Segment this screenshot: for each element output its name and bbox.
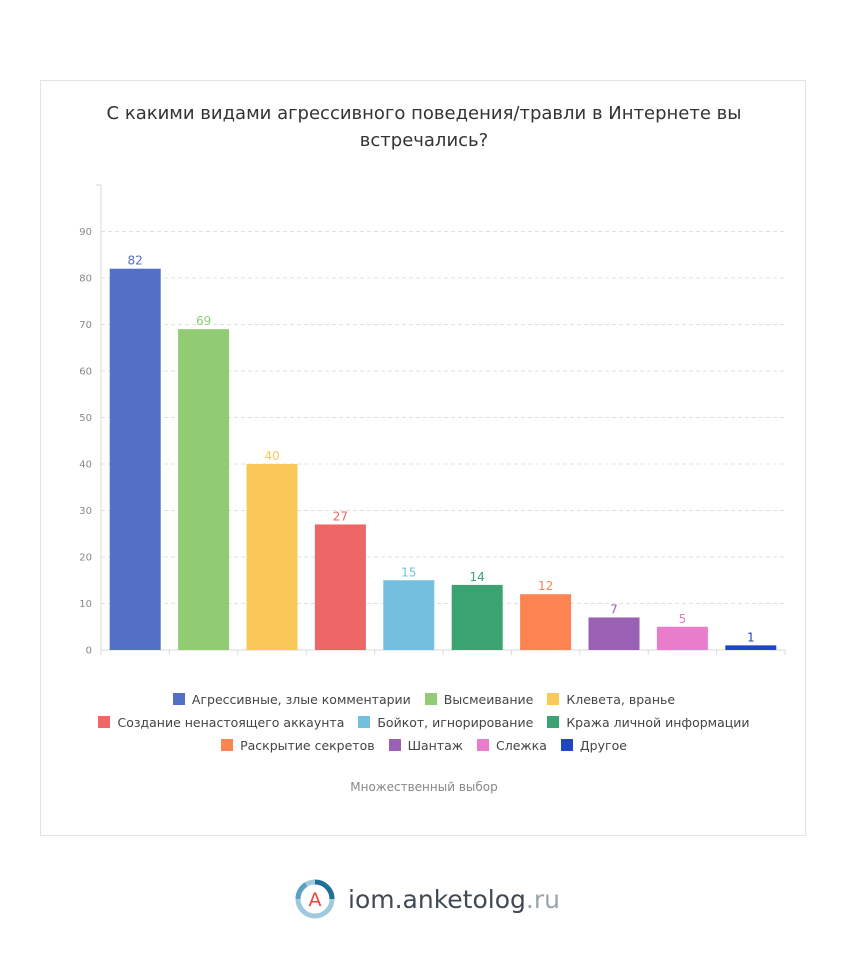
legend-label: Агрессивные, злые комментарии — [191, 691, 411, 707]
legend-item[interactable] — [561, 738, 627, 753]
legend-label: Клевета, вранье — [566, 691, 676, 707]
legend-swatch — [547, 716, 559, 728]
legend-row — [173, 690, 675, 708]
legend-swatch — [477, 739, 489, 751]
chart-note: Множественный выбор — [350, 780, 498, 794]
y-tick-label: 0 — [85, 645, 92, 657]
bar-value-label: 14 — [469, 569, 485, 584]
bar-value-label: 69 — [195, 314, 212, 329]
legend-swatch — [221, 739, 233, 751]
bar-value-label: 12 — [537, 579, 554, 594]
legend-label: Бойкот, игнорирование — [377, 714, 534, 730]
bar — [110, 269, 161, 650]
y-tick-label: 40 — [79, 459, 92, 471]
legend-label: Слежка — [496, 737, 547, 753]
legend-item[interactable] — [358, 715, 533, 730]
legend-swatch — [561, 739, 573, 751]
legend-item[interactable] — [389, 738, 463, 753]
y-tick-label: 80 — [79, 273, 92, 285]
bar — [725, 645, 776, 650]
brand-domain: iom.anketolog — [348, 884, 526, 914]
legend-swatch — [547, 693, 559, 705]
y-tick-label: 50 — [79, 413, 92, 424]
brand-name — [348, 885, 560, 914]
bar — [178, 329, 229, 650]
legend-item[interactable] — [173, 692, 411, 707]
legend-label: Кража личной информации — [566, 714, 750, 730]
bar — [247, 464, 298, 650]
legend-row — [221, 736, 627, 754]
chart-title: С какими видами агрессивного поведения/травли в Интернете вы встречались? — [106, 103, 742, 151]
y-tick-label: 90 — [79, 227, 92, 238]
legend-swatch — [358, 716, 370, 728]
bar — [315, 524, 366, 650]
y-tick-label: 70 — [79, 320, 92, 331]
bar — [657, 627, 708, 650]
anketolog-logo-icon — [292, 876, 338, 922]
bar — [452, 585, 503, 650]
brand-tld: .ru — [525, 884, 560, 914]
bar — [520, 594, 571, 650]
legend-label: Создание ненастоящего аккаунта — [117, 714, 345, 730]
y-tick-label: 60 — [79, 366, 92, 378]
bar-value-label: 15 — [401, 565, 417, 580]
bar-value-label: 7 — [610, 602, 618, 617]
bar-value-label: 82 — [127, 253, 143, 268]
brand-logo-letter: A — [308, 889, 322, 911]
legend-item[interactable] — [547, 692, 675, 707]
y-tick-label: 30 — [79, 506, 92, 517]
legend-swatch — [425, 693, 437, 705]
bar-value-label: 27 — [332, 509, 349, 524]
legend-item[interactable] — [547, 715, 749, 730]
legend-item[interactable] — [425, 692, 534, 707]
y-tick-label: 10 — [79, 599, 92, 610]
bar-value-label: 1 — [746, 630, 755, 645]
legend-label: Раскрытие секретов — [240, 737, 375, 753]
legend-row — [98, 713, 749, 731]
y-tick-label: 20 — [79, 552, 92, 564]
legend-swatch — [98, 716, 110, 728]
legend-item[interactable] — [221, 738, 375, 753]
bar-value-label: 5 — [678, 611, 687, 626]
legend-item[interactable] — [98, 715, 344, 730]
legend-label: Высмеивание — [443, 691, 534, 707]
bar — [589, 617, 640, 650]
bar-value-label: 40 — [264, 449, 280, 463]
chart-legend — [60, 690, 788, 754]
brand — [292, 876, 560, 922]
bar — [383, 580, 434, 650]
legend-item[interactable] — [477, 738, 547, 753]
legend-label: Другое — [579, 737, 627, 753]
legend-swatch — [389, 739, 401, 751]
legend-label: Шантаж — [407, 737, 464, 753]
legend-swatch — [173, 693, 185, 705]
